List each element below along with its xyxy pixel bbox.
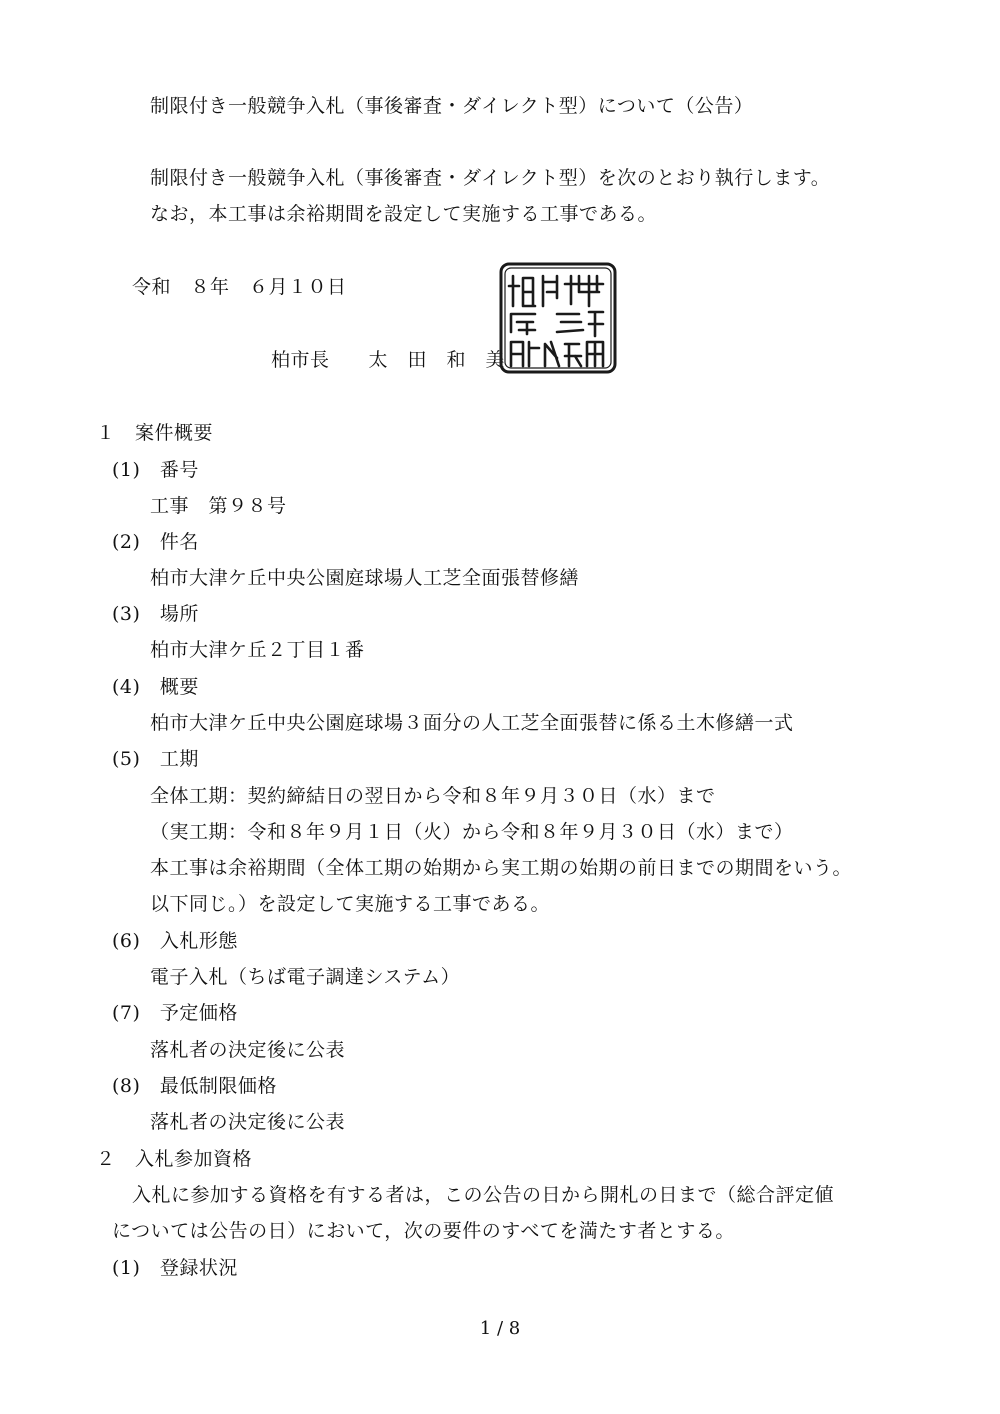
item-5-text-4: 以下同じ。）を設定して実施する工事である。 (150, 893, 551, 915)
item-2-label: (2) 件名 (112, 531, 199, 553)
intro-line-1: 制限付き一般競争入札（事後審査・ダイレクト型）を次のとおり執行します。 (150, 167, 831, 189)
section-2-paragraph-2: については公告の日）において，次の要件のすべてを満たす者とする。 (112, 1220, 735, 1242)
document-title: 制限付き一般競争入札（事後審査・ダイレクト型）について（公告） (150, 95, 754, 117)
item-4-label: (4) 概要 (112, 676, 199, 698)
item-5-text-1: 全体工期：契約締結日の翌日から令和８年９月３０日（水）まで (150, 785, 716, 807)
item-1-label: (1) 番号 (112, 459, 199, 481)
issuer-name: 柏市長 太 田 和 美 (271, 349, 506, 371)
item-3-label: (3) 場所 (112, 603, 199, 625)
item-6-label: (6) 入札形態 (112, 930, 238, 952)
section-1-heading: １ 案件概要 (96, 422, 214, 444)
item-8-label: (8) 最低制限価格 (112, 1075, 277, 1097)
official-seal-stamp (499, 262, 617, 374)
section-2-item-1-label: (1) 登録状況 (112, 1257, 238, 1279)
item-5-text-3: 本工事は余裕期間（全体工期の始期から実工期の始期の前日までの期間をいう。 (150, 857, 853, 879)
section-2-paragraph-1: 入札に参加する資格を有する者は，この公告の日から開札の日まで（総合評定値 (132, 1184, 835, 1206)
intro-line-2: なお，本工事は余裕期間を設定して実施する工事である。 (150, 203, 658, 225)
item-7-text: 落札者の決定後に公表 (150, 1039, 346, 1061)
page-number: 1 / 8 (479, 1318, 521, 1339)
item-7-label: (7) 予定価格 (112, 1002, 238, 1024)
issue-date: 令和 ８年 ６月１０日 (132, 276, 347, 298)
item-2-text: 柏市大津ケ丘中央公園庭球場人工芝全面張替修繕 (150, 567, 580, 589)
item-1-text: 工事 第９８号 (150, 495, 287, 517)
item-8-text: 落札者の決定後に公表 (150, 1111, 346, 1133)
item-4-text: 柏市大津ケ丘中央公園庭球場３面分の人工芝全面張替に係る土木修繕一式 (150, 712, 794, 734)
item-3-text: 柏市大津ケ丘２丁目１番 (150, 639, 365, 661)
item-6-text: 電子入札（ちば電子調達システム） (150, 966, 461, 988)
section-2-heading: ２ 入札参加資格 (96, 1148, 253, 1170)
item-5-text-2: （実工期：令和８年９月１日（火）から令和８年９月３０日（水）まで） (150, 821, 794, 843)
item-5-label: (5) 工期 (112, 748, 199, 770)
